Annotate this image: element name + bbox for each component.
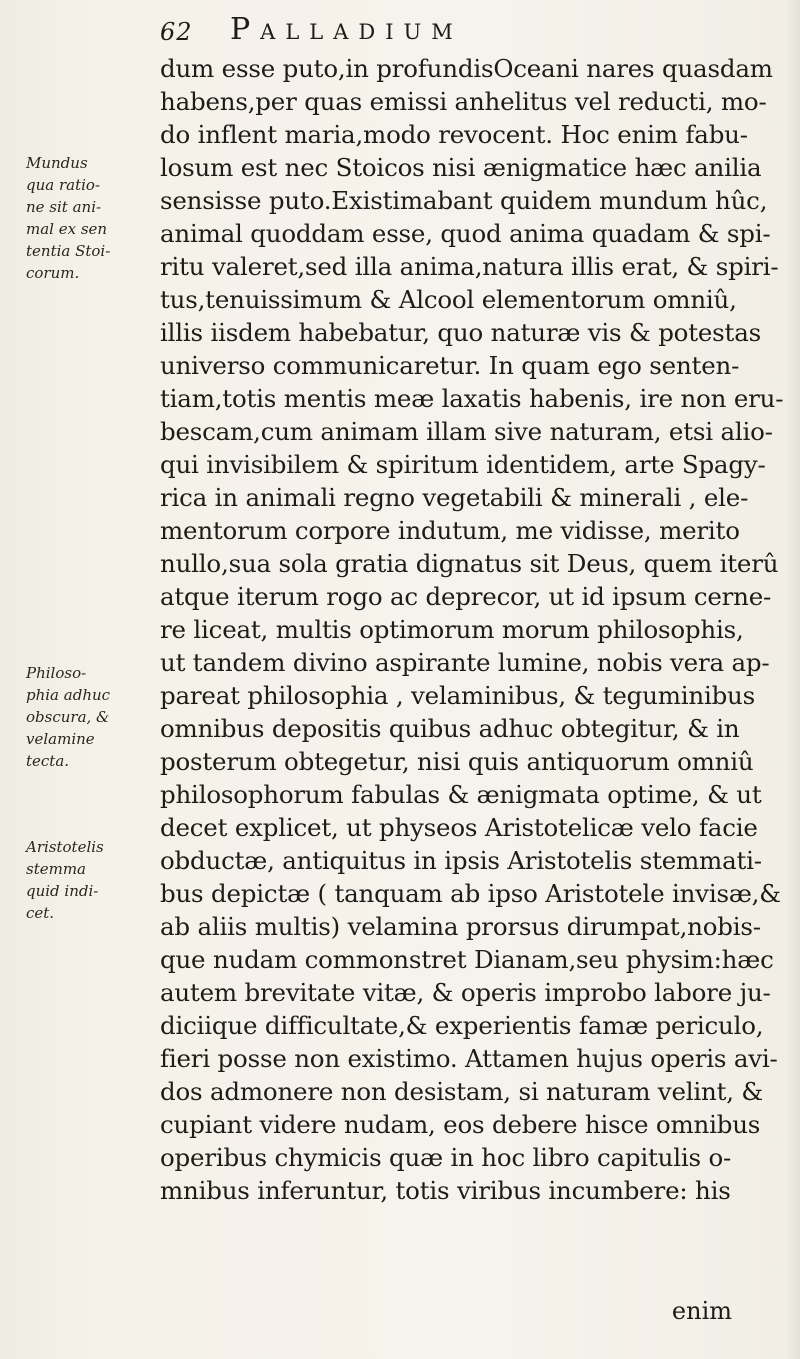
marginal-note-line: Aristotelis bbox=[26, 838, 104, 856]
text-line: rica in animali regno vegetabili & minerali , ele- bbox=[160, 483, 749, 512]
text-line: mnibus inferuntur, totis viribus incumbere: his bbox=[160, 1176, 731, 1205]
text-line: universo communicaretur. In quam ego senten- bbox=[160, 351, 740, 380]
page-header bbox=[160, 10, 720, 50]
text-line: losum est nec Stoicos nisi ænigmatice hæc anilia bbox=[160, 153, 762, 182]
text-line: animal quoddam esse, quod anima quadam & spi- bbox=[160, 219, 771, 248]
page-edge-shadow bbox=[786, 0, 800, 1359]
text-line: omnibus depositis quibus adhuc obtegitur, & in bbox=[160, 714, 740, 743]
marginal-note-line: velamine bbox=[26, 730, 95, 748]
text-line: philosophorum fabulas & ænigmata optime, & ut bbox=[160, 780, 762, 809]
text-line: illis iisdem habebatur, quo naturæ vis & potestas bbox=[160, 318, 761, 347]
marginal-note-line: tecta. bbox=[26, 752, 70, 770]
text-line: tiam,totis mentis meæ laxatis habenis, ire non eru- bbox=[160, 384, 784, 413]
text-line: diciique difficultate,& experientis famæ periculo, bbox=[160, 1011, 764, 1040]
text-line: dos admonere non desistam, si naturam velint, & bbox=[160, 1077, 764, 1106]
text-line: dum esse puto,in profundisOceani nares quasdam bbox=[160, 54, 773, 83]
text-line: re liceat, multis optimorum morum philosophis, bbox=[160, 615, 744, 644]
marginal-note-philosophia bbox=[26, 662, 146, 772]
running-head: Palladium bbox=[230, 12, 463, 47]
marginal-note-line: Mundus bbox=[26, 154, 88, 172]
text-line: habens,per quas emissi anhelitus vel reducti, mo- bbox=[160, 87, 767, 116]
marginal-note-line: qua ratio- bbox=[26, 176, 101, 194]
text-line: qui invisibilem & spiritum identidem, arte Spagy- bbox=[160, 450, 766, 479]
marginal-note-line: ne sit ani- bbox=[26, 198, 102, 216]
text-line: mentorum corpore indutum, me vidisse, merito bbox=[160, 516, 740, 545]
text-line: ritu valeret,sed illa anima,natura illis erat, & spiri- bbox=[160, 252, 779, 281]
text-line: nullo,sua sola gratia dignatus sit Deus, quem iterû bbox=[160, 549, 779, 578]
text-line: do inflent maria,modo revocent. Hoc enim fabu- bbox=[160, 120, 748, 149]
text-line: decet explicet, ut physeos Aristotelicæ velo facie bbox=[160, 813, 758, 842]
marginal-note-line: cet. bbox=[26, 904, 55, 922]
text-line: operibus chymicis quæ in hoc libro capitulis o- bbox=[160, 1143, 732, 1172]
page-number: 62 bbox=[160, 18, 193, 46]
catchword: enim bbox=[671, 1297, 732, 1325]
text-line: pareat philosophia , velaminibus, & teguminibus bbox=[160, 681, 756, 710]
marginal-note-line: stemma bbox=[26, 860, 86, 878]
text-line: bescam,cum animam illam sive naturam, etsi alio- bbox=[160, 417, 773, 446]
text-line: sensisse puto.Existimabant quidem mundum hûc, bbox=[160, 186, 768, 215]
text-line: cupiant videre nudam, eos debere hisce omnibus bbox=[160, 1110, 761, 1139]
marginal-note-line: corum. bbox=[26, 264, 80, 282]
text-line: tus,tenuissimum & Alcool elementorum omniû, bbox=[160, 285, 737, 314]
marginal-note-line: obscura, & bbox=[26, 708, 110, 726]
text-line: ut tandem divino aspirante lumine, nobis vera ap- bbox=[160, 648, 770, 677]
marginal-note-line: mal ex sen bbox=[26, 220, 108, 238]
marginal-note-mundus bbox=[26, 152, 146, 284]
text-line: atque iterum rogo ac deprecor, ut id ipsum cerne- bbox=[160, 582, 772, 611]
body-text bbox=[160, 52, 800, 1207]
text-line: obductæ, antiquitus in ipsis Aristotelis stemmati- bbox=[160, 846, 762, 875]
text-line: bus depictæ ( tanquam ab ipso Aristotele invisæ,& bbox=[160, 879, 781, 908]
text-line: posterum obtegetur, nisi quis antiquorum omniû bbox=[160, 747, 754, 776]
marginal-note-line: tentia Stoi- bbox=[26, 242, 111, 260]
marginal-note-aristotelis bbox=[26, 836, 146, 924]
marginal-note-line: quid indi- bbox=[26, 882, 99, 900]
marginal-note-line: phia adhuc bbox=[26, 686, 111, 704]
marginal-note-line: Philoso- bbox=[26, 664, 87, 682]
text-line: ab aliis multis) velamina prorsus dirumpat,nobis- bbox=[160, 912, 761, 941]
text-line: fieri posse non existimo. Attamen hujus operis avi- bbox=[160, 1044, 778, 1073]
text-line: autem brevitate vitæ, & operis improbo labore ju- bbox=[160, 978, 771, 1007]
text-line: que nudam commonstret Dianam,seu physim:hæc bbox=[160, 945, 774, 974]
